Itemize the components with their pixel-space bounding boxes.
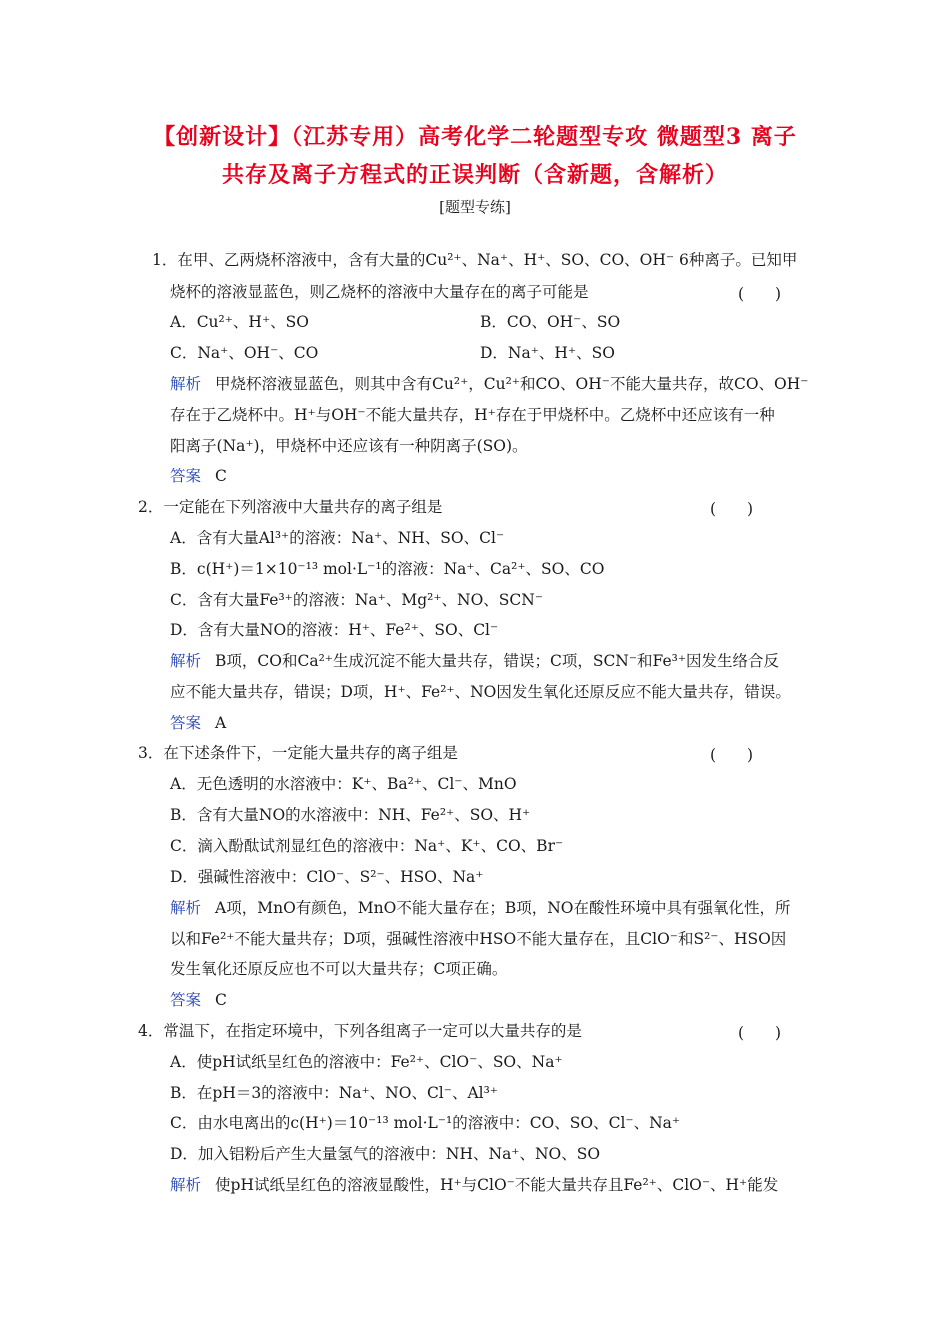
answer-label: 答案 (170, 467, 202, 485)
q1-stem-line-1: 1．在甲、乙两烧杯溶液中，含有大量的Cu²⁺、Na⁺、H⁺、SO、CO、OH⁻ 6种离子。已知甲 (152, 251, 798, 269)
analysis-label: 解析 (170, 1176, 202, 1194)
q3-explanation-line-1: 解析 A项，MnO有颜色，MnO不能大量存在；B项，NO在酸性环境中具有强氧化性，所 (170, 899, 791, 917)
q1-option-c: C．Na⁺、OH⁻、CO (170, 344, 319, 362)
q3-option-b: B．含有大量NO的水溶液中：NH、Fe²⁺、SO、H⁺ (170, 806, 531, 824)
q1-option-b: B．CO、OH⁻、SO (480, 313, 621, 331)
document-title-line-2: 共存及离子方程式的正误判断（含新题，含解析） (221, 162, 728, 188)
section-subtitle: [题型专练] (439, 198, 511, 216)
q4-explanation-line-1: 解析 使pH试纸呈红色的溶液显酸性，H⁺与ClO⁻不能大量共存且Fe²⁺、ClO⁻、H⁺能发 (170, 1176, 779, 1194)
q4-option-c: C．由水电离出的c(H⁺)＝10⁻¹³ mol·L⁻¹的溶液中：CO、SO、Cl⁻、Na⁺ (170, 1114, 681, 1132)
q3-explanation-line-2: 以和Fe²⁺不能大量共存；D项，强碱性溶液中HSO不能大量存在，且ClO⁻和S²⁻、HSO因 (170, 930, 787, 948)
analysis-label: 解析 (170, 375, 202, 393)
q2-option-c: C．含有大量Fe³⁺的溶液：Na⁺、Mg²⁺、NO、SCN⁻ (170, 591, 543, 609)
q4-answer-paren: ( ) (738, 1024, 782, 1042)
analysis-label: 解析 (170, 899, 202, 917)
q1-explanation-line-2: 存在于乙烧杯中。H⁺与OH⁻不能大量共存，H⁺存在于甲烧杯中。乙烧杯中还应该有一种 (170, 406, 775, 424)
q1-option-a: A．Cu²⁺、H⁺、SO (170, 313, 309, 331)
q3-stem: 3．在下述条件下，一定能大量共存的离子组是 (138, 744, 458, 762)
q2-answer: 答案 A (170, 714, 227, 732)
answer-label: 答案 (170, 991, 202, 1009)
q1-answer-paren: ( ) (738, 285, 782, 303)
q3-option-d: D．强碱性溶液中：ClO⁻、S²⁻、HSO、Na⁺ (170, 868, 484, 886)
q2-option-a: A．含有大量Al³⁺的溶液：Na⁺、NH、SO、Cl⁻ (170, 529, 505, 547)
q2-answer-paren: ( ) (710, 500, 754, 518)
q4-option-a: A．使pH试纸呈红色的溶液中：Fe²⁺、ClO⁻、SO、Na⁺ (170, 1053, 563, 1071)
q3-answer: 答案 C (170, 991, 227, 1009)
document-title-line-1: 【创新设计】（江苏专用）高考化学二轮题型专攻 微题型3 离子 (153, 124, 797, 150)
q4-option-b: B．在pH＝3的溶液中：Na⁺、NO、Cl⁻、Al³⁺ (170, 1084, 498, 1102)
q3-option-c: C．滴入酚酞试剂显红色的溶液中：Na⁺、K⁺、CO、Br⁻ (170, 837, 564, 855)
analysis-label: 解析 (170, 652, 202, 670)
q3-explanation-line-3: 发生氧化还原反应也不可以大量共存；C项正确。 (170, 960, 508, 978)
q2-stem: 2．一定能在下列溶液中大量共存的离子组是 (138, 498, 443, 516)
q3-answer-paren: ( ) (710, 746, 754, 764)
q2-option-d: D．含有大量NO的溶液：H⁺、Fe²⁺、SO、Cl⁻ (170, 621, 499, 639)
q1-option-d: D．Na⁺、H⁺、SO (480, 344, 615, 362)
q1-stem-line-2: 烧杯的溶液显蓝色，则乙烧杯的溶液中大量存在的离子可能是 (170, 283, 589, 301)
q4-stem: 4．常温下，在指定环境中，下列各组离子一定可以大量共存的是 (138, 1022, 582, 1040)
q1-explanation-line-3: 阳离子(Na⁺)，甲烧杯中还应该有一种阴离子(SO)。 (170, 437, 528, 455)
q2-explanation-line-1: 解析 B项，CO和Ca²⁺生成沉淀不能大量共存，错误；C项，SCN⁻和Fe³⁺因发生络合反 (170, 652, 780, 670)
q2-option-b: B．c(H⁺)＝1×10⁻¹³ mol·L⁻¹的溶液：Na⁺、Ca²⁺、SO、CO (170, 560, 605, 578)
q3-option-a: A．无色透明的水溶液中：K⁺、Ba²⁺、Cl⁻、MnO (170, 775, 517, 793)
q2-explanation-line-2: 应不能大量共存，错误；D项，H⁺、Fe²⁺、NO因发生氧化还原反应不能大量共存，错误。 (170, 683, 791, 701)
q1-explanation-line-1: 解析 甲烧杯溶液显蓝色，则其中含有Cu²⁺，Cu²⁺和CO、OH⁻不能大量共存，故CO、OH⁻ (170, 375, 809, 393)
q4-option-d: D．加入铝粉后产生大量氢气的溶液中：NH、Na⁺、NO、SO (170, 1145, 601, 1163)
answer-label: 答案 (170, 714, 202, 732)
q1-answer: 答案 C (170, 467, 227, 485)
